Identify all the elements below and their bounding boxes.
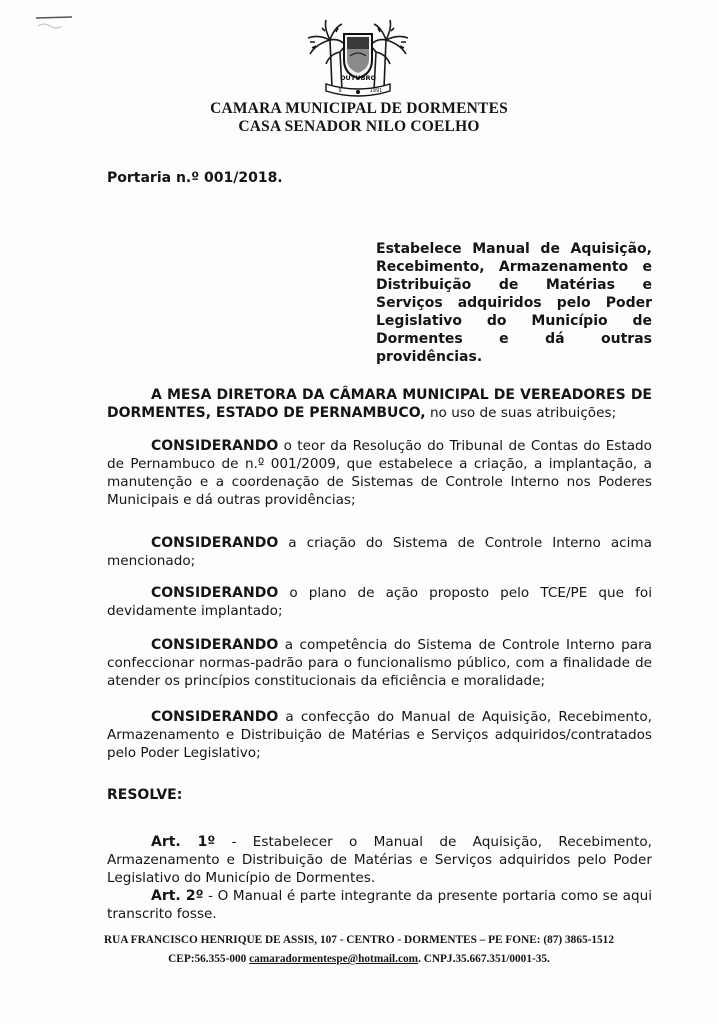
paragraph-considerando-3 (107, 584, 652, 620)
article-1-label: Art. 1º (151, 834, 216, 850)
paragraph-considerando-5 (107, 708, 652, 762)
article-2-label: Art. 2º (151, 888, 204, 904)
considerando-label: CONSIDERANDO (151, 709, 279, 725)
footer-cep: CEP:56.355-000 (168, 953, 250, 965)
paragraph-article-2 (107, 887, 652, 923)
considerando-3-text: o plano de ação proposto pelo TCE/PE que foi devidamente implantado; (107, 585, 652, 619)
portaria-number: Portaria n.º 001/2018. (107, 170, 283, 186)
considerando-label: CONSIDERANDO (151, 535, 279, 551)
paragraph-mesa-diretora (107, 386, 652, 422)
paragraph-article-1 (107, 833, 652, 887)
footer-email-link[interactable]: camaradormentespe@hotmail.com (249, 953, 419, 965)
scan-mark-graphic (34, 14, 74, 34)
paragraph-considerando-2 (107, 534, 652, 570)
article-2-text: - O Manual é parte integrante da presente portaria como se aqui transcrito fosse. (107, 888, 652, 922)
footer-cnpj: . CNPJ.35.667.351/0001-35. (418, 953, 550, 965)
paragraph-considerando-1 (107, 437, 652, 509)
crest-ribbon-year: 1991 (369, 88, 383, 94)
mesa-bold-text: A MESA DIRETORA DA CÂMARA MUNICIPAL DE VEREADORES DE DORMENTES, ESTADO DE PERNAMBUCO, (107, 387, 652, 421)
considerando-label: CONSIDERANDO (151, 637, 279, 653)
municipal-crest-emblem (302, 18, 414, 100)
crest-ribbon-month: OUTUBRO (339, 74, 377, 82)
resolve-heading: RESOLVE: (107, 787, 183, 803)
considerando-4-text: a competência do Sistema de Controle Interno para confeccionar normas-padrão para o funcionalismo público, com a finalidade de atender os princípios constitucionais da eficiência e moralidade; (107, 637, 652, 689)
paragraph-considerando-4 (107, 636, 652, 690)
considerando-label: CONSIDERANDO (151, 585, 279, 601)
considerando-1-text: o teor da Resolução do Tribunal de Contas do Estado de Pernambuco de n.º 001/2009, que estabelece a criação, a implantação, a manutenção e a coordenação de Sistemas de Controle Interno nos Poderes Municipais e dá outras providências; (107, 438, 652, 508)
footer-address: RUA FRANCISCO HENRIQUE DE ASSIS, 107 - CENTRO - DORMENTES – PE FONE: (87) 3865-1512 (104, 934, 614, 946)
header-institution-name: CAMARA MUNICIPAL DE DORMENTES (210, 100, 508, 117)
mesa-text: no uso de suas atribuições; (425, 405, 617, 421)
article-1-text: - Estabelecer o Manual de Aquisição, Recebimento, Armazenamento e Distribuição de Matérias e Serviços adquiridos pelo Poder Legislativo do Município de Dormentes. (107, 834, 652, 886)
footer-contact (0, 953, 718, 965)
crest-ribbon-day: 9 (338, 88, 342, 94)
ementa-summary: Estabelece Manual de Aquisição, Recebimento, Armazenamento e Distribuição de Matérias e Serviços adquiridos pelo Poder Legislativo do Município de Dormentes e dá outras providências. (376, 241, 652, 365)
considerando-2-text: a criação do Sistema de Controle Interno acima mencionado; (107, 535, 652, 569)
considerando-label: CONSIDERANDO (151, 438, 279, 454)
considerando-5-text: a confecção do Manual de Aquisição, Recebimento, Armazenamento e Distribuição de Matérias e Serviços adquiridos/contratados pelo Poder Legislativo; (107, 709, 652, 761)
header-house-name: CASA SENADOR NILO COELHO (238, 118, 480, 135)
